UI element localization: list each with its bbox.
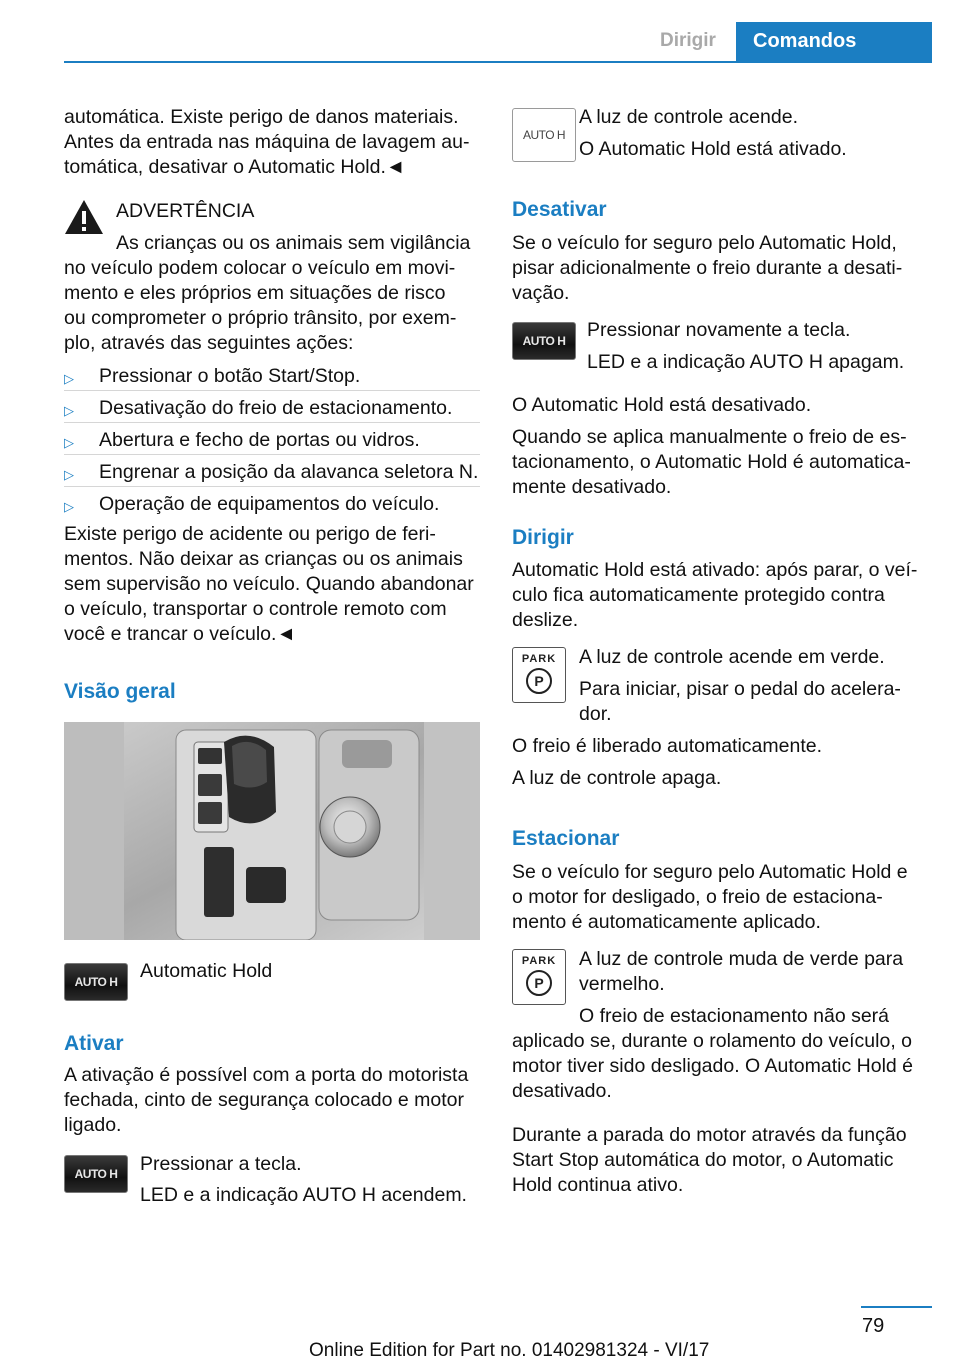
heading-desativar: Desativar	[512, 198, 607, 221]
estacionar-line-1: Se o veículo for seguro pelo Automatic Hold e	[512, 861, 908, 883]
danger-line-2: mentos. Não deixar as crianças ou os animais	[64, 548, 463, 570]
warning-line-4: ou comprometer o próprio trânsito, por exem‐	[64, 307, 457, 329]
triangle-bullet-icon: ▷	[64, 499, 74, 514]
triangle-bullet-icon: ▷	[64, 435, 74, 450]
dirigir-line-2: culo fica automaticamente protegido contra	[512, 584, 885, 606]
estacionar-step-2-line-2: aplicado se, durante o rolamento do veículo, o	[512, 1030, 913, 1052]
danger-line-3: sem supervisão no veículo. Quando abandonar	[64, 573, 474, 595]
heading-ativar: Ativar	[64, 1032, 124, 1055]
desativar-after-line-1: Quando se aplica manualmente o freio de es‐	[512, 426, 907, 448]
ativar-step-1: Pressionar a tecla.	[140, 1153, 302, 1175]
overview-icon-caption: Automatic Hold	[140, 960, 273, 982]
desativar-line-3: vação.	[512, 282, 570, 304]
dirigir-step-2b: dor.	[579, 703, 612, 725]
estacionar-line-3: mento é automaticamente aplicado.	[512, 911, 821, 933]
heading-visao-geral: Visão geral	[64, 680, 176, 703]
heading-estacionar: Estacionar	[512, 827, 620, 850]
desativar-after-1: O Automatic Hold está desativado.	[512, 394, 812, 416]
header-tab-comandos: Comandos	[736, 22, 932, 63]
list-divider	[64, 422, 480, 423]
danger-line-1: Existe perigo de acidente ou perigo de feri‐	[64, 523, 436, 545]
warning-line-3: mento e eles próprios em situações de risco	[64, 282, 446, 304]
ativar-line-3: ligado.	[64, 1114, 122, 1136]
footer-edition: Online Edition for Part no. 01402981324 - VI/17	[309, 1340, 710, 1361]
startstop-line-3: Hold continua ativo.	[512, 1174, 684, 1196]
warning-line-2: no veículo podem colocar o veículo em movi‐	[64, 257, 456, 279]
startstop-line-1: Durante a parada do motor através da função	[512, 1124, 907, 1146]
heading-dirigir: Dirigir	[512, 526, 574, 549]
intro-line-3: tomática, desativar o Automatic Hold.◄	[64, 156, 406, 178]
center-console-photo	[64, 722, 480, 940]
dirigir-line-3: deslize.	[512, 609, 579, 631]
auto-h-button-icon: AUTO H	[64, 1155, 128, 1193]
auto-h-button-icon: AUTO H	[64, 963, 128, 1001]
ativar-step-2: LED e a indicação AUTO H acendem.	[140, 1184, 467, 1206]
estacionar-step-2-line-4: desativado.	[512, 1080, 612, 1102]
desativar-step-2: LED e a indicação AUTO H apagam.	[587, 351, 905, 373]
ativar-line-2: fechada, cinto de segurança colocado e motor	[64, 1089, 465, 1111]
warning-line-1: As crianças ou os animais sem vigilância	[116, 232, 471, 254]
auto-h-button-icon: AUTO H	[512, 322, 576, 360]
dirigir-step-1: A luz de controle acende em verde.	[579, 646, 885, 668]
estacionar-step-2-line-3: motor tiver sido desligado. O Automatic Hold é	[512, 1055, 914, 1077]
desativar-line-2: pisar adicionalmente o freio durante a desati‐	[512, 257, 903, 279]
warning-icon	[64, 198, 104, 236]
dirigir-after-2: A luz de controle apaga.	[512, 767, 722, 789]
estacionar-step-1b: vermelho.	[579, 973, 665, 995]
triangle-bullet-icon: ▷	[64, 467, 74, 482]
desativar-step-1: Pressionar novamente a tecla.	[587, 319, 851, 341]
warning-line-5: plo, através das seguintes ações:	[64, 332, 354, 354]
warning-title: ADVERTÊNCIA	[116, 200, 255, 222]
dirigir-after-1: O freio é liberado automaticamente.	[512, 735, 823, 757]
danger-line-4: o veículo, transportar o controle remoto com	[64, 598, 447, 620]
triangle-bullet-icon: ▷	[64, 403, 74, 418]
page-number: 79	[862, 1315, 885, 1337]
estacionar-line-2: o motor for desligado, o freio de estaciona‐	[512, 886, 883, 908]
top-line-1: A luz de controle acende.	[579, 106, 798, 128]
header-rule	[64, 61, 932, 63]
triangle-bullet-icon: ▷	[64, 371, 74, 386]
estacionar-step-2-line-1: O freio de estacionamento não será	[579, 1005, 890, 1027]
danger-line-5: você e trancar o veículo.◄	[64, 623, 296, 645]
startstop-line-2: Start Stop automática do motor, o Automatic	[512, 1149, 894, 1171]
auto-h-indicator-icon: AUTO H	[512, 108, 576, 162]
desativar-after-line-3: mente desativado.	[512, 476, 672, 498]
list-divider	[64, 486, 480, 487]
estacionar-step-1a: A luz de controle muda de verde para	[579, 948, 904, 970]
intro-line-2: Antes da entrada nas máquina de lavagem au‐	[64, 131, 470, 153]
dirigir-line-1: Automatic Hold está ativado: após parar, o veí‐	[512, 559, 918, 581]
top-line-2: O Automatic Hold está ativado.	[579, 138, 847, 160]
header-section-label: Dirigir	[660, 30, 716, 51]
desativar-line-1: Se o veículo for seguro pelo Automatic Hold,	[512, 232, 897, 254]
list-divider	[64, 390, 480, 391]
park-brake-indicator-icon: PARK P	[512, 949, 566, 1005]
footer-rule	[861, 1306, 932, 1308]
desativar-after-line-2: tacionamento, o Automatic Hold é automatica‐	[512, 451, 911, 473]
park-brake-indicator-icon: PARK P	[512, 647, 566, 703]
dirigir-step-2a: Para iniciar, pisar o pedal do acelera‐	[579, 678, 901, 700]
intro-line-1: automática. Existe perigo de danos materiais.	[64, 106, 459, 128]
list-divider	[64, 454, 480, 455]
ativar-line-1: A ativação é possível com a porta do motorista	[64, 1064, 469, 1086]
